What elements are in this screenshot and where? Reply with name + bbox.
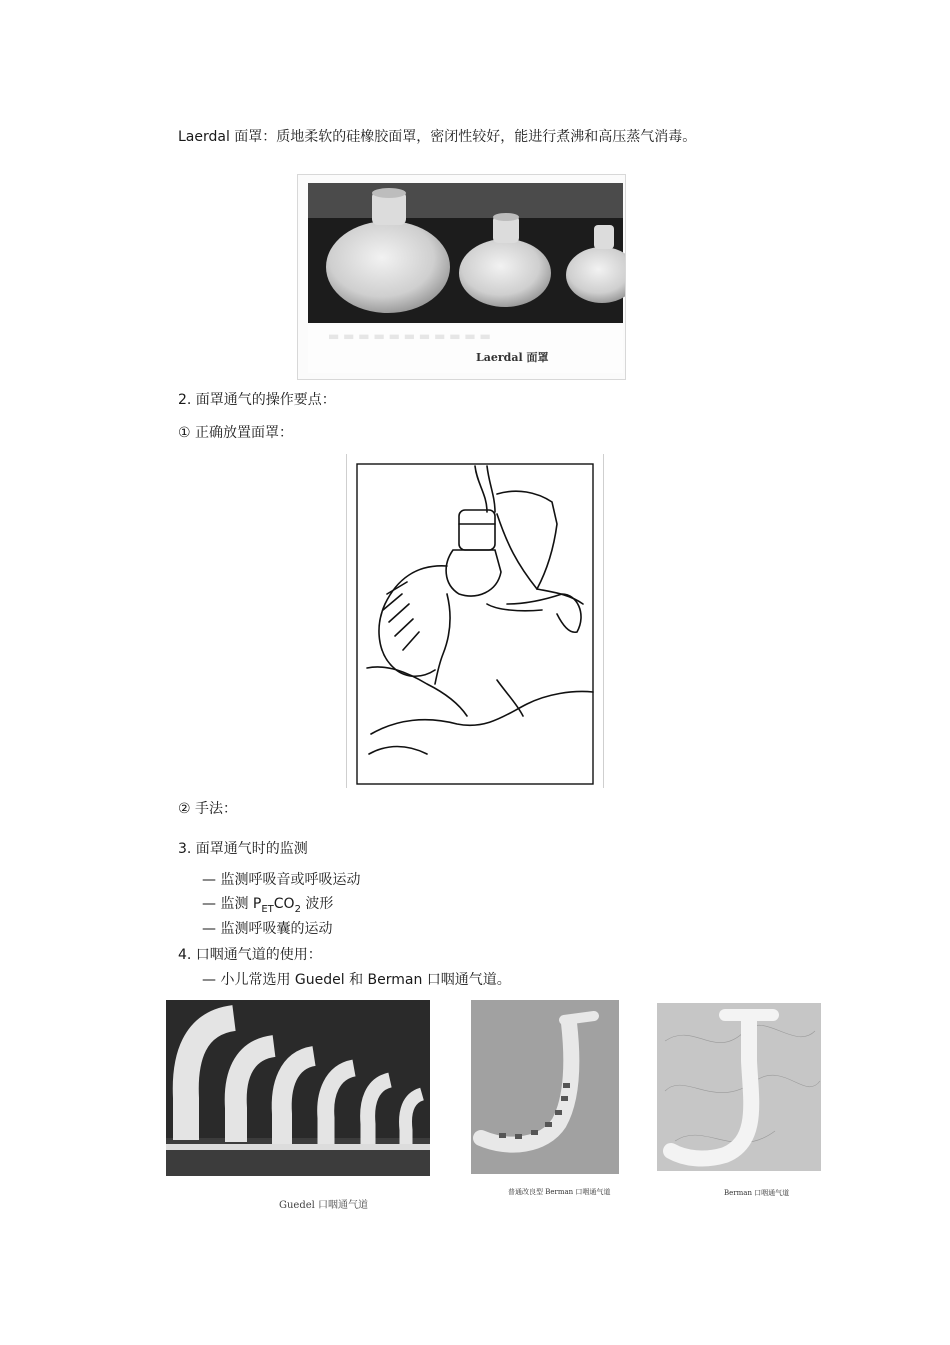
guedel-airway-photo xyxy=(164,998,432,1178)
section2-step1: ① 正确放置面罩： xyxy=(178,425,294,441)
section4-bullet1: — 小儿常选用 Guedel 和 Berman 口咽通气道。 xyxy=(202,972,511,988)
laerdal-mask-photo xyxy=(298,175,625,379)
bullet2-suffix: 波形 xyxy=(300,896,334,912)
laerdal-mask-caption: Laerdal 面罩 xyxy=(476,351,549,364)
bullet2-prefix: — 监测 P xyxy=(202,896,262,912)
bullet2-sub-et: ET xyxy=(261,904,274,915)
bullet2-sub-2: 2 xyxy=(294,904,301,915)
modified-berman-photo xyxy=(469,998,621,1176)
section4-heading: 4. 口咽通气道的使用： xyxy=(178,947,322,963)
section3-heading: 3. 面罩通气时的监测 xyxy=(178,841,308,857)
section3-bullet1: — 监测呼吸音或呼吸运动 xyxy=(202,872,361,888)
intro-text: Laerdal 面罩：质地柔软的硅橡胶面罩，密闭性较好，能进行煮沸和高压蒸气消毒。 xyxy=(178,129,697,145)
section3-bullet3: — 监测呼吸囊的运动 xyxy=(202,921,333,937)
guedel-airway-figure xyxy=(164,998,432,1214)
berman-airway-caption: Berman 口咽通气道 xyxy=(724,1189,790,1197)
section2-heading: 2. 面罩通气的操作要点： xyxy=(178,392,336,408)
mask-placement-drawing xyxy=(347,454,603,788)
modified-berman-figure xyxy=(469,998,621,1204)
guedel-airway-caption: Guedel 口咽通气道 xyxy=(279,1200,369,1211)
modified-berman-caption: 普通改良型 Berman 口咽通气道 xyxy=(508,1188,611,1196)
bullet2-co: CO xyxy=(273,896,295,912)
section3-bullet2 xyxy=(202,895,333,915)
berman-airway-photo xyxy=(655,1001,823,1173)
section2-step2: ② 手法： xyxy=(178,801,238,817)
svg-text:▬ ▬ ▬ ▬ ▬ ▬ ▬ ▬ ▬ ▬ ▬: ▬ ▬ ▬ ▬ ▬ ▬ ▬ ▬ ▬ ▬ ▬ xyxy=(328,329,491,343)
laerdal-mask-figure xyxy=(297,174,626,380)
mask-placement-figure xyxy=(346,454,604,788)
berman-airway-figure xyxy=(655,1001,823,1204)
